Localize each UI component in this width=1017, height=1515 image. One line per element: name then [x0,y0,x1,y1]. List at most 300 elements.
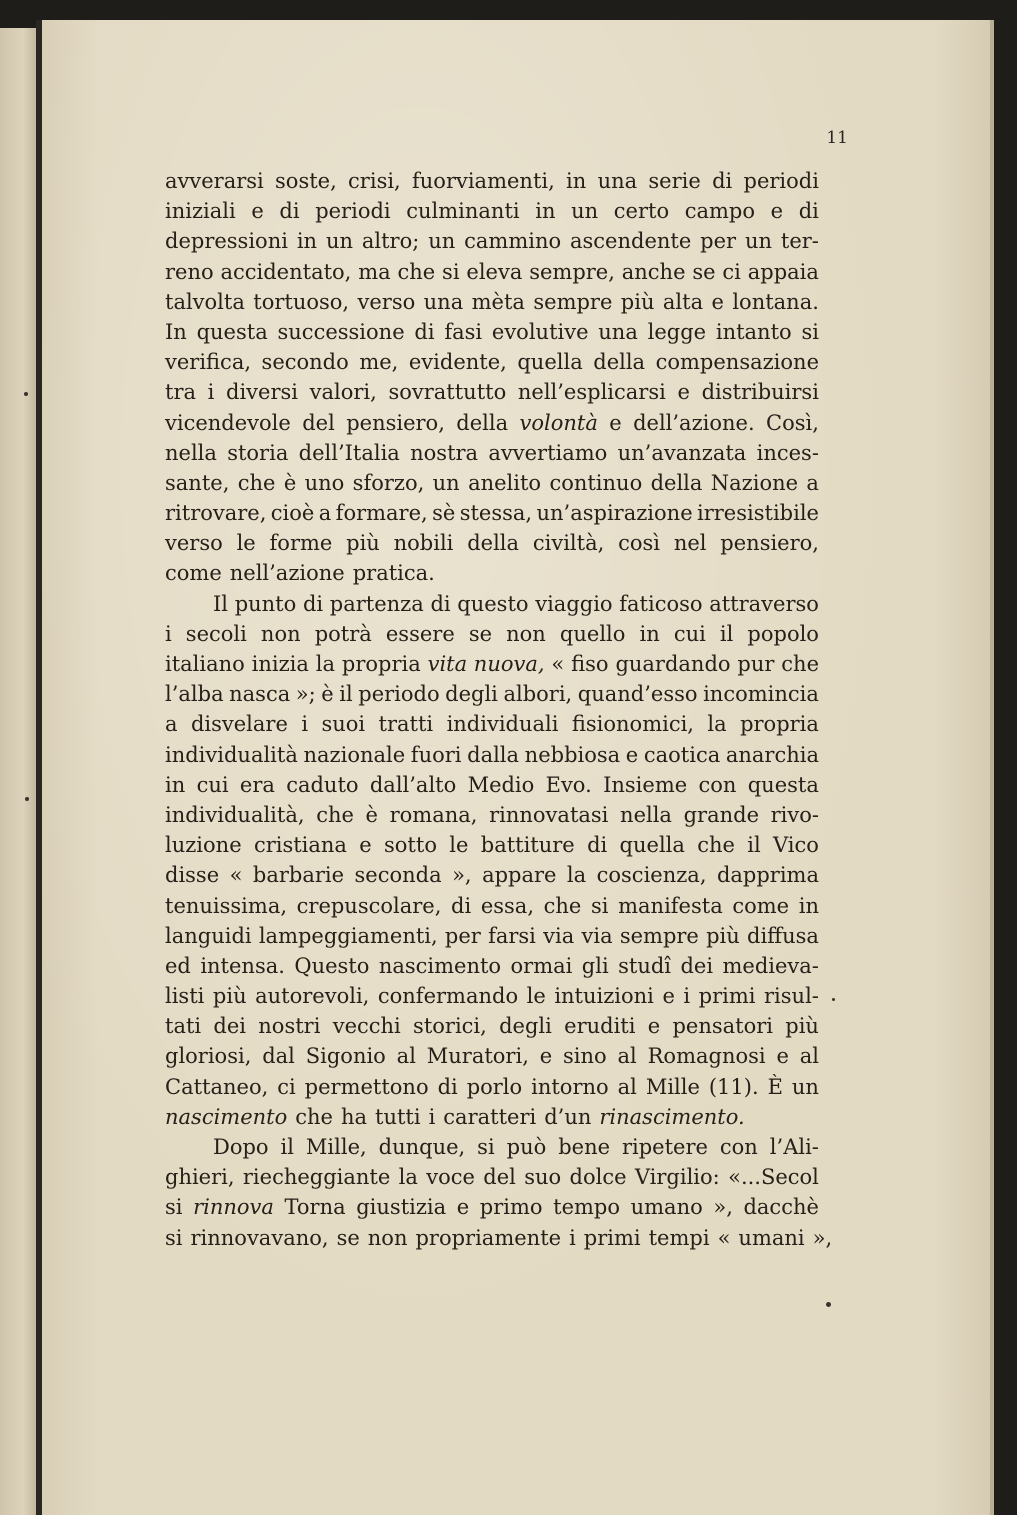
word: primi [583,1225,641,1250]
word: il [280,1135,294,1159]
word: verifica, [165,350,252,375]
word: individualità, [165,802,305,827]
word: i [165,621,172,646]
word: Romagnosi [647,1044,766,1069]
word: alta [662,289,704,314]
word: era [239,772,275,797]
word: cristiana [253,833,347,858]
word: guardando [615,652,731,676]
word: in [798,893,819,918]
word: del [302,410,335,435]
text-line [165,468,819,498]
word: giustizia [356,1195,447,1220]
word: dei [680,953,714,978]
text-line [165,1072,819,1102]
word: », [713,1195,733,1220]
word: soste, [275,169,337,193]
word: pur [737,652,775,676]
word: manifesta [618,893,723,918]
italic-word: rinascimento. [599,1104,745,1129]
word: i [207,380,215,405]
word: permettono [304,1074,429,1099]
word: caduto [286,772,359,797]
word: sino [563,1044,607,1069]
word: e [677,380,690,405]
word: appare [482,863,557,888]
word: inces- [756,440,819,465]
word: depressioni [165,229,288,254]
word: Il [213,591,229,616]
word: di [712,169,733,193]
word: distribuirsi [701,380,819,405]
word: Così, [766,410,819,435]
word: », [812,1225,833,1250]
word: si [442,259,460,284]
word: rinnovatasi [489,802,609,827]
text-line [165,800,819,830]
word: sante, [165,470,230,495]
left-page-edge [0,28,38,1515]
word: intanto [715,319,792,344]
word: Nazione [710,470,799,495]
word: talvolta [165,289,245,314]
word: storia [227,440,289,465]
word: fuorviamenti, [412,169,555,193]
word: le [526,984,546,1009]
text-line [165,347,819,377]
word: porlo [466,1074,523,1099]
word: autorevoli, [255,984,370,1009]
word: questo [457,591,529,616]
text-line [165,408,819,438]
word: lampeggiamenti, [258,923,438,948]
word: periodi [315,199,391,224]
page-number: 11 [826,128,848,148]
word: uno [304,470,345,495]
word: sempre, [529,259,615,284]
word: una [598,319,638,344]
word: romana, [389,802,478,827]
word: mèta [471,289,525,314]
word: più [346,531,380,556]
word: intensa. [200,953,285,978]
word: le [449,833,469,858]
word: pensiero, [346,410,445,435]
word: individualità [165,742,298,767]
word: nel [673,531,707,556]
word: che [781,652,819,676]
word: successione [277,319,405,344]
text-line [165,951,819,981]
word: che [237,470,276,495]
word: dunque, [378,1135,466,1159]
word: rinnovavano, [190,1225,329,1250]
word: ter- [780,229,819,254]
word: della [650,470,703,495]
page-right-edge [990,20,994,1515]
text-line [165,649,819,679]
word: evolutive [491,319,589,344]
text-line [165,1102,819,1132]
word: Torna [284,1195,346,1220]
word: nella [165,440,217,465]
word: la [566,863,587,888]
word: inizia [251,652,309,676]
word: i [683,984,691,1009]
word: civiltà, [532,531,605,556]
word: non [506,621,546,646]
word: e [662,984,675,1009]
word: studî [618,953,672,978]
text-line [165,1223,833,1253]
word: tutti [375,1104,421,1129]
word: pratica. [352,561,435,586]
word: forme [269,531,333,556]
word: per [700,229,737,254]
word: barbarie [252,863,345,888]
word: che [316,802,354,827]
text-line [165,226,819,256]
word: me, [359,350,399,375]
word: in [566,169,587,193]
word: « [229,863,243,888]
text-line [165,528,819,558]
word: di [279,199,300,224]
word: d’un [544,1104,592,1129]
word: tati [165,1014,202,1039]
word: più [212,984,247,1009]
word: Mille, [305,1135,367,1159]
text-line [165,770,819,800]
word: tra [165,380,196,405]
word: via [581,923,613,948]
word: i [428,1104,436,1129]
word: un [571,199,599,224]
word: l’alba [165,682,224,707]
word: pensiero, [720,531,819,556]
word: legge [647,319,707,344]
word: una [423,289,464,314]
word: coscienza, [596,863,707,888]
word: al [617,1044,637,1069]
word: e [770,199,784,224]
word: a [165,712,178,737]
word: tempo [553,1195,621,1220]
word: il [719,621,734,646]
word: riecheggiante [242,1165,391,1190]
word: si [801,319,819,344]
word: seconda [354,863,442,888]
ink-speck [25,797,29,801]
word: un [325,229,353,254]
word: propria [341,652,421,676]
word: al [799,1044,819,1069]
word: un’aspirazione [536,501,693,526]
word: gli [581,953,609,978]
text-line [165,921,819,951]
word: di [451,893,472,918]
word: propriamente [415,1225,562,1250]
word: periodi [743,169,819,193]
word: listi [165,984,205,1009]
word: italiano [165,652,245,676]
italic-word: volontà [519,410,598,435]
word: via [543,923,575,948]
word: irresistibile [697,501,819,526]
word: sotto [384,833,437,858]
text-line [165,558,819,588]
word: è [321,682,334,707]
word: in [639,621,660,646]
word: quand’esso [577,682,698,707]
word: si [590,893,609,918]
text-line [165,196,819,226]
word: crepuscolare, [296,893,442,918]
word: bene [558,1135,611,1159]
word: e [609,410,622,435]
word: ascendente [570,229,692,254]
word: incomincia [703,682,819,707]
word: il [747,833,761,858]
word: cammino [464,229,562,254]
word: verso [357,289,416,314]
ink-speck [24,392,28,396]
word: eleva [466,259,523,284]
word: primi [698,984,756,1009]
word: risul- [764,984,819,1009]
word: più [706,923,740,948]
word: vicendevole [165,410,291,435]
word: e [776,1044,789,1069]
body-text [165,166,833,1253]
word: attraverso [709,591,819,616]
word: essere [385,621,455,646]
word: della [593,350,646,375]
word: in [165,772,186,797]
word: sè [432,501,456,526]
word: non [367,1225,408,1250]
word: altro; [361,229,420,254]
word: di [302,591,324,616]
word: la [315,652,336,676]
word: », [452,863,472,888]
word: si [165,1225,183,1250]
word: Virgilio: [634,1165,720,1190]
word: ha [340,1104,368,1129]
word: a [318,501,332,526]
word: intuizioni [554,984,654,1009]
word: così [618,531,660,556]
word: può [506,1135,547,1159]
word: tenuissima, [165,893,288,918]
word: la [398,1165,418,1190]
text-line [165,1192,819,1222]
word: individuali [446,712,559,737]
word: tratti [378,712,434,737]
word: nazionale [303,742,406,767]
word: anarchia [725,742,819,767]
word: albori, [503,682,573,707]
word: in [296,229,318,254]
word: Questo [294,953,370,978]
word: per [444,923,481,948]
word: faticoso [619,591,703,616]
word: che [295,1104,333,1129]
word: al [617,1074,637,1099]
word: un [432,470,460,495]
word: lontana. [732,289,819,314]
word: che [697,833,735,858]
word: della [456,410,509,435]
word: è [283,470,297,495]
word: di [798,199,819,224]
word: potrà [314,621,372,646]
word: cui [196,772,229,797]
word: questa [196,319,268,344]
word: umani [738,1225,805,1250]
word: Insieme [603,772,688,797]
word: In [165,319,187,344]
word: intorno [531,1074,609,1099]
text-line [165,619,819,649]
word: e [539,1044,553,1069]
word: voce [426,1165,475,1190]
word: nebbiosa [524,742,621,767]
word: ma [358,259,391,284]
word: di [587,833,608,858]
word: « [717,1225,731,1250]
word: le [236,531,256,556]
word: l’Ali- [769,1135,819,1159]
word: nostra [410,440,479,465]
word: reno [165,259,214,284]
word: grande [683,802,759,827]
text-line [165,860,819,890]
word: sempre [533,289,613,314]
word: si [165,1195,183,1220]
word: ci [722,259,741,284]
word: compensazione [655,350,819,375]
word: tempi [648,1225,710,1250]
word: a [806,470,819,495]
word: i [301,712,309,737]
word: al [396,1044,416,1069]
word: non [260,621,301,646]
word: gloriosi, [165,1044,252,1069]
word: iniziali [165,199,236,224]
word: popolo [747,621,819,646]
word: un’avanzata [617,440,747,465]
word: dolce [569,1165,627,1190]
text-line [165,438,819,468]
word: È [767,1074,783,1099]
word: verso [165,531,223,556]
word: cioè [270,501,315,526]
word: questa [747,772,819,797]
word: sovrattutto [388,380,507,405]
word: anche [621,259,686,284]
word: quella [517,350,583,375]
word: suo [524,1165,562,1190]
word: Cattaneo, [165,1074,269,1099]
word: serie [648,169,701,193]
text-line [165,287,819,317]
word: dalla [467,742,520,767]
word: confermando [377,984,519,1009]
word: ghieri, [165,1165,235,1190]
text-line [165,317,819,347]
text-line [165,166,819,196]
word: ripetere [621,1135,708,1159]
word: e [711,289,724,314]
word: dapprima [716,863,819,888]
word: campo [684,199,756,224]
word: sforzo, [352,470,425,495]
italic-word: nascimento [165,1104,288,1129]
word: fisionomici, [571,712,694,737]
word: battiture [480,833,575,858]
word: periodo [358,682,440,707]
word: certo [613,199,670,224]
italic-word: rinnova [193,1195,274,1220]
word: « [551,652,565,676]
word: disvelare [190,712,288,737]
text-line [165,498,819,528]
word: che [543,893,582,918]
word: del [483,1165,516,1190]
word: ci [277,1074,296,1099]
word: dall’alto [369,772,457,797]
word: in [535,199,556,224]
text-line [165,1011,819,1041]
word: nascimento [378,953,502,978]
text-line [165,1132,819,1162]
word: fiso [571,652,609,676]
text-line [165,257,819,287]
text-line [165,1041,819,1071]
word: culminanti [406,199,520,224]
word: secondo [261,350,349,375]
word: e [647,1014,661,1039]
word: degli [499,1014,552,1039]
word: nell’azione [229,561,345,586]
word: valori, [309,380,377,405]
text-line [165,830,819,860]
word: essa, [480,893,535,918]
word: anelito [468,470,542,495]
word: languidi [165,923,252,948]
word: ed [165,953,191,978]
word: Sigonio [305,1044,386,1069]
text-line [165,891,819,921]
word: con [719,1135,758,1159]
word: se [468,621,493,646]
word: secoli [185,621,247,646]
word: dell’Italia [298,440,400,465]
word: fuori [410,742,462,767]
word: eruditi [564,1014,636,1039]
word: e [251,199,264,224]
word: storici, [413,1014,487,1039]
word: (11). [708,1074,759,1099]
word: viaggio [535,591,613,616]
word: pensatori [672,1014,773,1039]
word: i [569,1225,576,1250]
word: Medio [467,772,535,797]
word: come [165,561,222,586]
word: tortuoso, [253,289,350,314]
word: suoi [321,712,366,737]
